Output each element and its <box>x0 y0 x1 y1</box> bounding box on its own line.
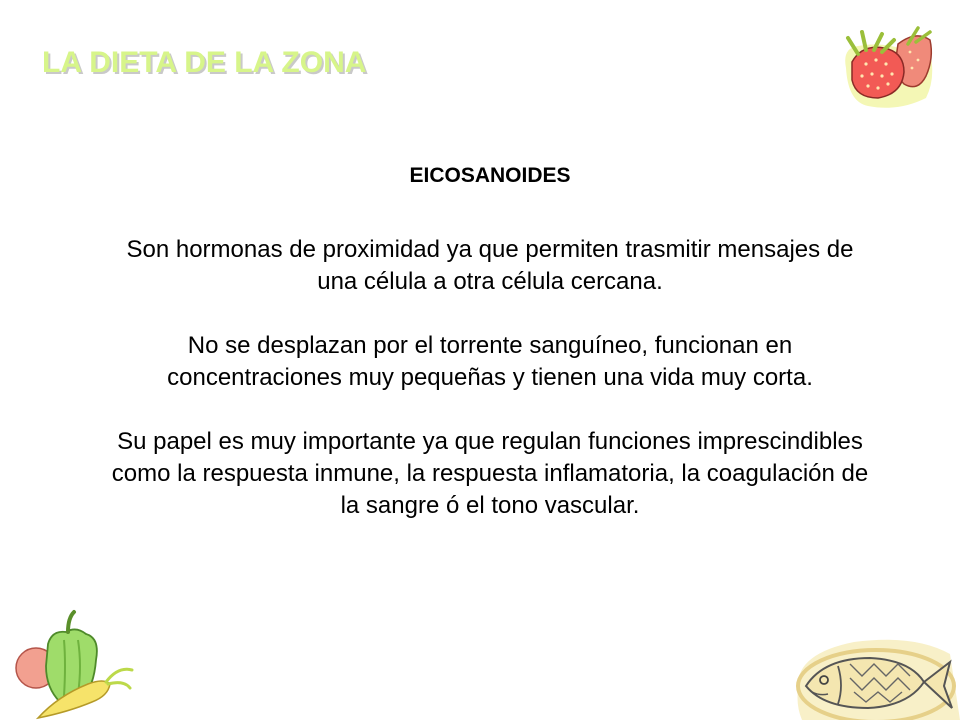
paragraph-1: Son hormonas de proximidad ya que permiten trasmitir mensajes de una célula a otra célula cercana. <box>126 236 854 295</box>
section-heading: EICOSANOIDES <box>409 164 571 187</box>
slide-body <box>110 160 870 554</box>
strawberry-icon <box>838 18 938 110</box>
paragraph-2: No se desplazan por el torrente sanguíneo, funcionan en concentraciones muy pequeñas y tienen una vida muy corta. <box>167 332 813 391</box>
fish-icon <box>784 630 960 720</box>
slide-title: LA DIETA DE LA ZONA <box>42 46 367 79</box>
paragraph-3: Su papel es muy importante ya que regulan funciones imprescindibles como la respuesta inmune, la respuesta inflamatoria, la coagulación de la sangre ó el tono vascular. <box>111 428 869 519</box>
vegetables-icon <box>8 604 138 720</box>
